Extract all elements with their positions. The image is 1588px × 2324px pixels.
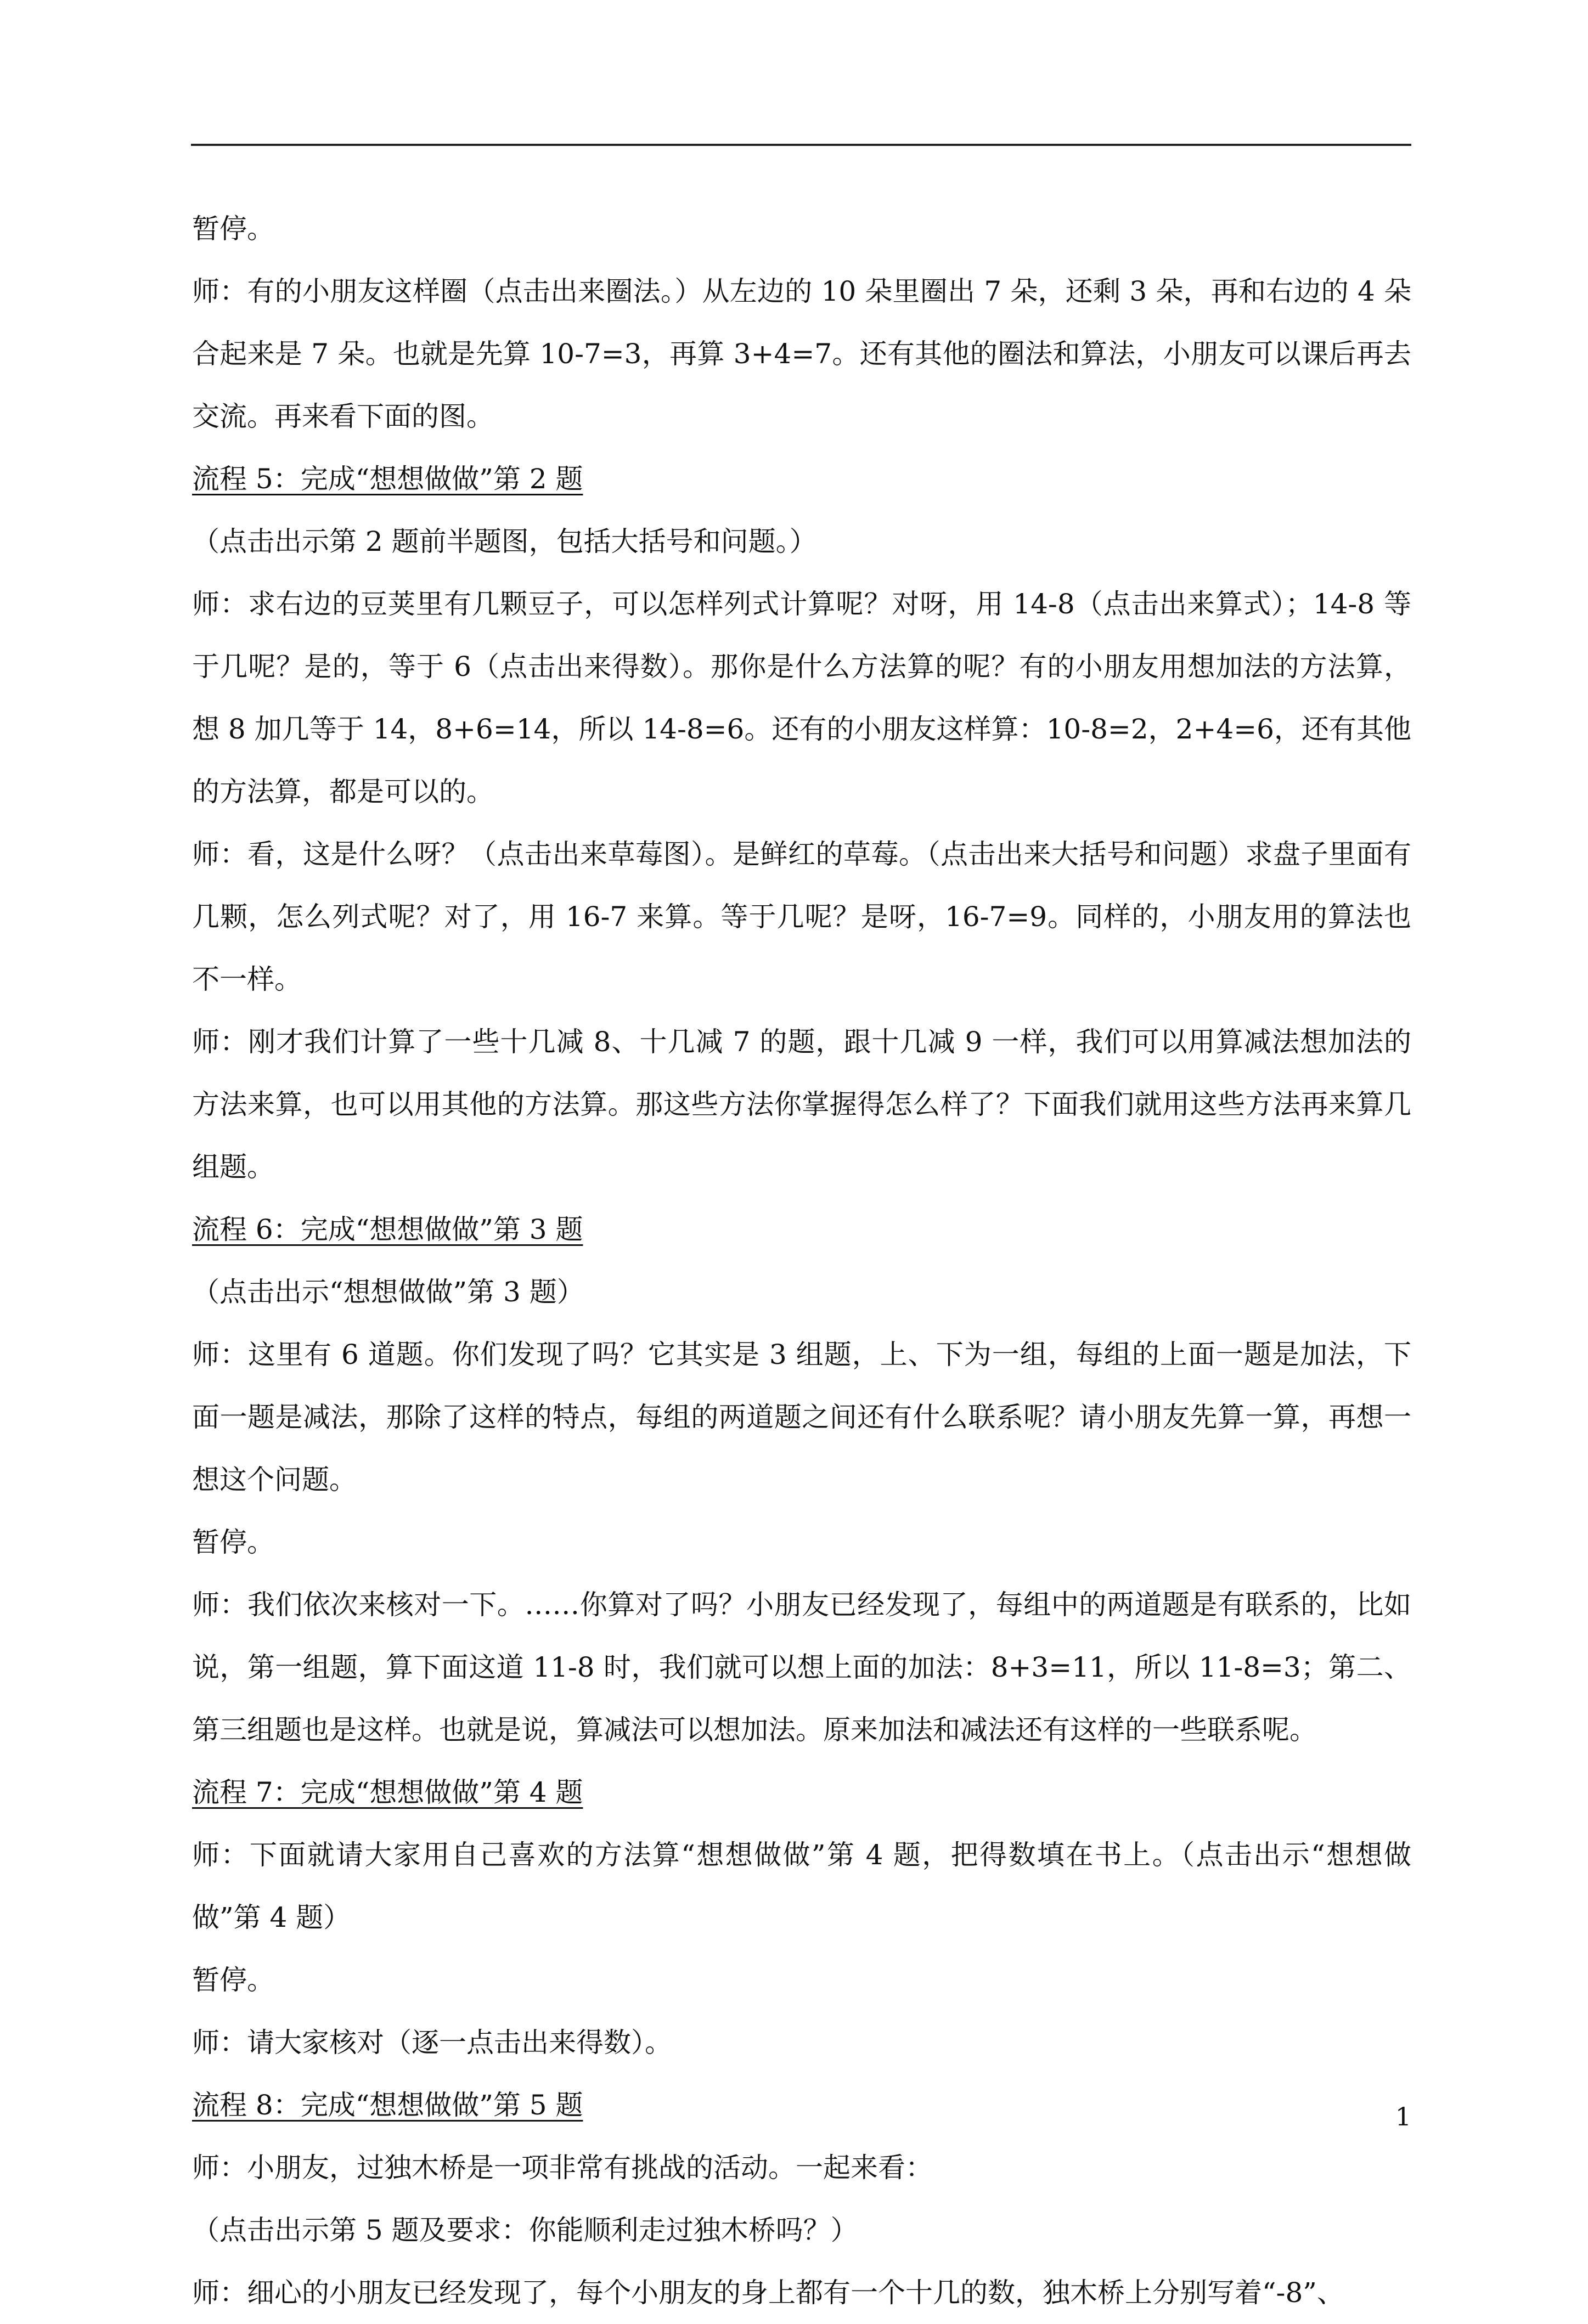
paragraph: 暂停。 — [192, 1964, 274, 1996]
paragraph: 暂停。 — [192, 213, 274, 245]
body-text — [192, 198, 1411, 2324]
paragraph: 师：我们依次来核对一下。……你算对了吗？小朋友已经发现了，每组中的两道题是有联系的，比如说，第一组题，算下面这道 11-8 时，我们就可以想上面的加法：8+3=11，所以 11-8=3；第二、第三组题也是这样。也就是说，算减法可以想加法。原来加法和减法还有这样的一些联系呢。 — [192, 1589, 1411, 1746]
paragraph: 师：小朋友，过独木桥是一项非常有挑战的活动。一起来看： — [192, 2152, 933, 2184]
section-heading: 流程 6：完成“想想做做”第 3 题 — [192, 1214, 583, 1245]
paragraph: 师：请大家核对（逐一点击出来得数）。 — [192, 2027, 672, 2058]
paragraph: 师：求右边的豆荚里有几颗豆子，可以怎样列式计算呢？对呀，用 14-8（点击出来算式）；14-8 等于几呢？是的，等于 6（点击出来得数）。那你是什么方法算的呢？有的小朋友用想加法的方法算，想 8 加几等于 14，8+6=14，所以 14-8=6。还有的小朋友这样算：10-8=2，2+4=6，还有其他的方法算，都是可以的。 — [192, 588, 1411, 808]
section-heading: 流程 5：完成“想想做做”第 2 题 — [192, 463, 583, 495]
paragraph: （点击出示“想想做做”第 3 题） — [192, 1276, 584, 1308]
section-heading: 流程 7：完成“想想做做”第 4 题 — [192, 1776, 583, 1808]
paragraph: 师：下面就请大家用自己喜欢的方法算“想想做做”第 4 题，把得数填在书上。（点击出示“想想做做”第 4 题） — [192, 1839, 1412, 1933]
paragraph: 暂停。 — [192, 1526, 274, 1558]
section-heading: 流程 8：完成“想想做做”第 5 题 — [192, 2089, 583, 2121]
page-number: 1 — [1395, 2102, 1411, 2131]
paragraph: 师：有的小朋友这样圈（点击出来圈法。）从左边的 10 朵里圈出 7 朵，还剩 3 朵，再和右边的 4 朵合起来是 7 朵。也就是先算 10-7=3，再算 3+4=7。还有其他的圈法和算法，小朋友可以课后再去交流。再来看下面的图。 — [192, 275, 1411, 432]
header-rule — [191, 144, 1411, 146]
paragraph: 师：细心的小朋友已经发现了，每个小朋友的身上都有一个十几的数，独木桥上分别写着“-8”、 — [192, 2277, 1344, 2309]
paragraph: 师：这里有 6 道题。你们发现了吗？它其实是 3 组题，上、下为一组，每组的上面一题是加法，下面一题是减法，那除了这样的特点，每组的两道题之间还有什么联系呢？请小朋友先算一算，再想一想这个问题。 — [192, 1339, 1411, 1496]
paragraph: （点击出示第 2 题前半题图，包括大括号和问题。） — [192, 526, 817, 557]
paragraph: （点击出示第 5 题及要求：你能顺利走过独木桥吗？） — [192, 2214, 858, 2246]
paragraph: 师：刚才我们计算了一些十几减 8、十几减 7 的题，跟十几减 9 一样，我们可以用算减法想加法的方法来算，也可以用其他的方法算。那这些方法你掌握得怎么样了？下面我们就用这些方法再来算几组题。 — [192, 1026, 1411, 1183]
paragraph: 师：看，这是什么呀？（点击出来草莓图）。是鲜红的草莓。（点击出来大括号和问题）求盘子里面有几颗，怎么列式呢？对了，用 16-7 来算。等于几呢？是呀，16-7=9。同样的，小朋友用的算法也不一样。 — [192, 838, 1411, 995]
